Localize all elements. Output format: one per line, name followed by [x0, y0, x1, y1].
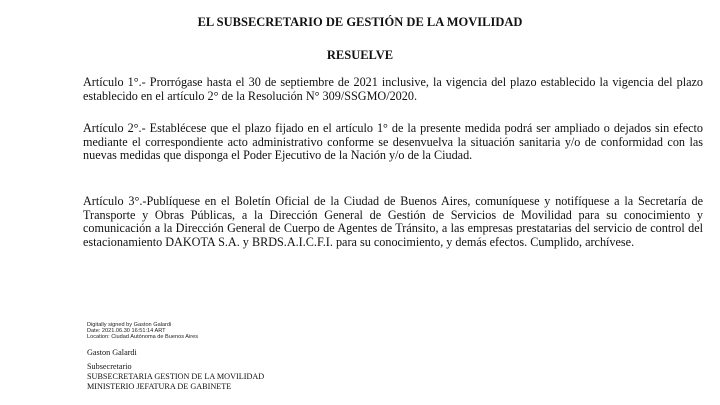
section-heading: RESUELVE: [326, 48, 394, 62]
signer-role: Subsecretario: [87, 362, 132, 371]
document-title: EL SUBSECRETARIO DE GESTIÓN DE LA MOVILIDAD: [197, 15, 523, 29]
article-1: Artículo 1°.- Prorrógase hasta el 30 de septiembre de 2021 inclusive, la vigencia del plazo establecido la vigencia del plazo establecido en el artículo 2° de la Resolución N° 309/SSGMO/2020.: [83, 75, 703, 103]
signer-ministry: MINISTERIO JEFATURA DE GABINETE: [87, 382, 232, 391]
digital-signature-location: Location: Ciudad Autónoma de Buenos Aires: [87, 334, 199, 340]
digital-signature-date: Date: 2021.06.30 16:51:14 ART: [87, 328, 166, 334]
signer-name: Gaston Galardi: [87, 348, 137, 357]
article-3: Artículo 3°.-Publíquese en el Boletín Oficial de la Ciudad de Buenos Aires, comuníquese y notifíquese a la Secretaría de Transporte y Obras Públicas, a la Dirección General de Gestión de Servicios de Movilidad para su conocimiento y comunicación a la Dirección General de Cuerpo de Agentes de Tránsito, a las empresas prestatarias del servicio de control del estacionamiento DAKOTA S.A. y BRDS.A.I.C.F.I. para su conocimiento, y demás efectos. Cumplido, archívese.: [83, 194, 703, 249]
article-2: Artículo 2°.- Establécese que el plazo fijado en el artículo 1° de la presente medida podrá ser ampliado o dejados sin efecto mediante el correspondiente acto administrativo conforme se desenvuelva la situación sanitaria y/o de conformidad con las nuevas medidas que disponga el Poder Ejecutivo de la Nación y/o de la Ciudad.: [83, 121, 703, 163]
signer-office: SUBSECRETARIA GESTION DE LA MOVILIDAD: [87, 372, 265, 381]
digital-signature-line: Digitally signed by Gaston Galardi: [87, 322, 172, 328]
